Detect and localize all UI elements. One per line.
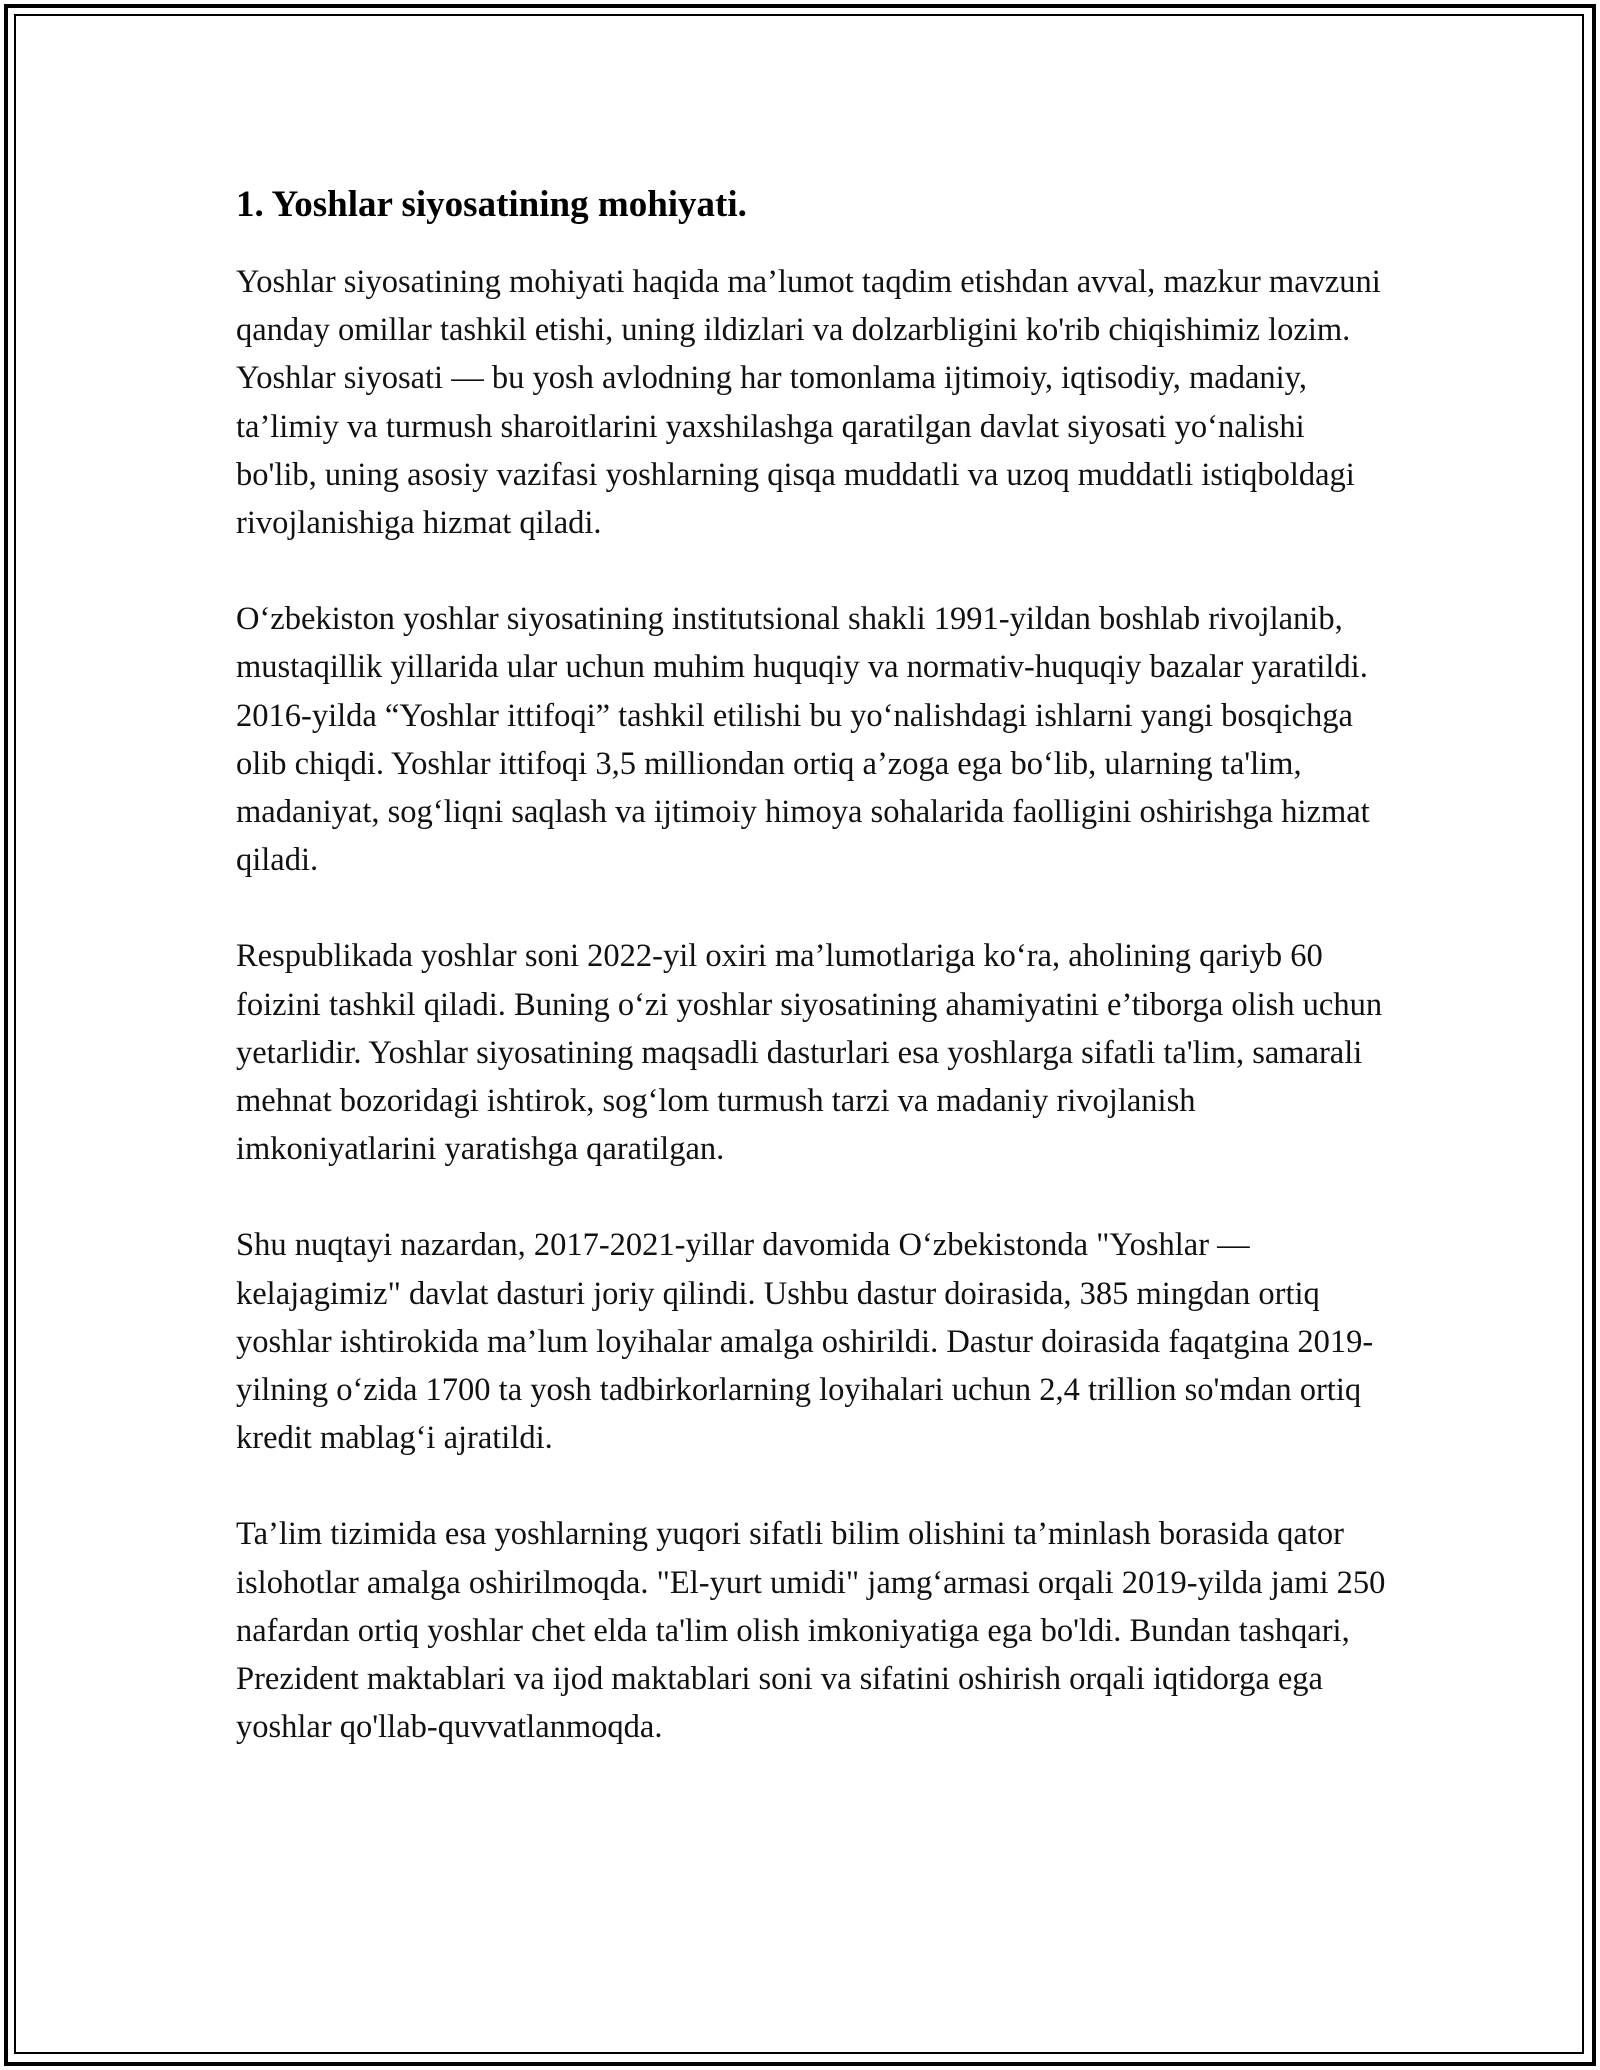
- document-body: [236, 182, 1386, 1799]
- paragraph-3: Respublikada yoshlar soni 2022-yil oxiri ma’lumotlariga ko‘ra, aholining qariyb 60 foizini tashkil qiladi. Buning o‘zi yoshlar siyosatining ahamiyatini e’tiborga olish uchun yetarlidir. Yoshlar siyosatining maqsadli dasturlari esa yoshlarga sifatli ta'lim, samarali mehnat bozoridagi ishtirok, sog‘lom turmush tarzi va madaniy rivojlanish imkoniyatlarini yaratishga qaratilgan.: [236, 938, 1383, 1168]
- paragraph-4: Shu nuqtayi nazardan, 2017-2021-yillar davomida O‘zbekistonda "Yoshlar — kelajagimiz" davlat dasturi joriy qilindi. Ushbu dastur doirasida, 385 mingdan ortiq yoshlar ishtirokida ma’lum loyihalar amalga oshirildi. Dastur doirasida faqatgina 2019-yilning o‘zida 1700 ta yosh tadbirkorlarning loyihalari uchun 2,4 trillion so'mdan ortiq kredit mablag‘i ajratildi.: [236, 1227, 1374, 1457]
- section-heading: 1. Yoshlar siyosatining mohiyati.: [236, 184, 747, 225]
- paragraph-1: Yoshlar siyosatining mohiyati haqida ma’lumot taqdim etishdan avval, mazkur mavzuni qanday omillar tashkil etishi, uning ildizlari va dolzarbligini ko'rib chiqishimiz lozim. Yoshlar siyosati — bu yosh avlodning har tomonlama ijtimoiy, iqtisodiy, madaniy, ta’limiy va turmush sharoitlarini yaxshilashga qaratilgan davlat siyosati yo‘nalishi bo'lib, uning asosiy vazifasi yoshlarning qisqa muddatli va uzoq muddatli istiqboldagi rivojlanishiga hizmat qiladi.: [236, 264, 1381, 542]
- paragraph-2: O‘zbekiston yoshlar siyosatining institutsional shakli 1991-yildan boshlab rivojlanib, mustaqillik yillarida ular uchun muhim huquqiy va normativ-huquqiy bazalar yaratildi. 2016-yilda “Yoshlar ittifoqi” tashkil etilishi bu yo‘nalishdagi ishlarni yangi bosqichga olib chiqdi. Yoshlar ittifoqi 3,5 milliondan ortiq a’zoga ega bo‘lib, ularning ta'lim, madaniyat, sog‘liqni saqlash va ijtimoiy himoya sohalarida faolligini oshirishga hizmat qiladi.: [236, 601, 1370, 879]
- paragraph-5: Ta’lim tizimida esa yoshlarning yuqori sifatli bilim olishini ta’minlash borasida qator islohotlar amalga oshirilmoqda. "El-yurt umidi" jamg‘armasi orqali 2019-yilda jami 250 nafardan ortiq yoshlar chet elda ta'lim olish imkoniyatiga ega bo'ldi. Bundan tashqari, Prezident maktablari va ijod maktablari soni va sifatini oshirish orqali iqtidorga ega yoshlar qo'llab-quvvatlanmoqda.: [236, 1516, 1386, 1746]
